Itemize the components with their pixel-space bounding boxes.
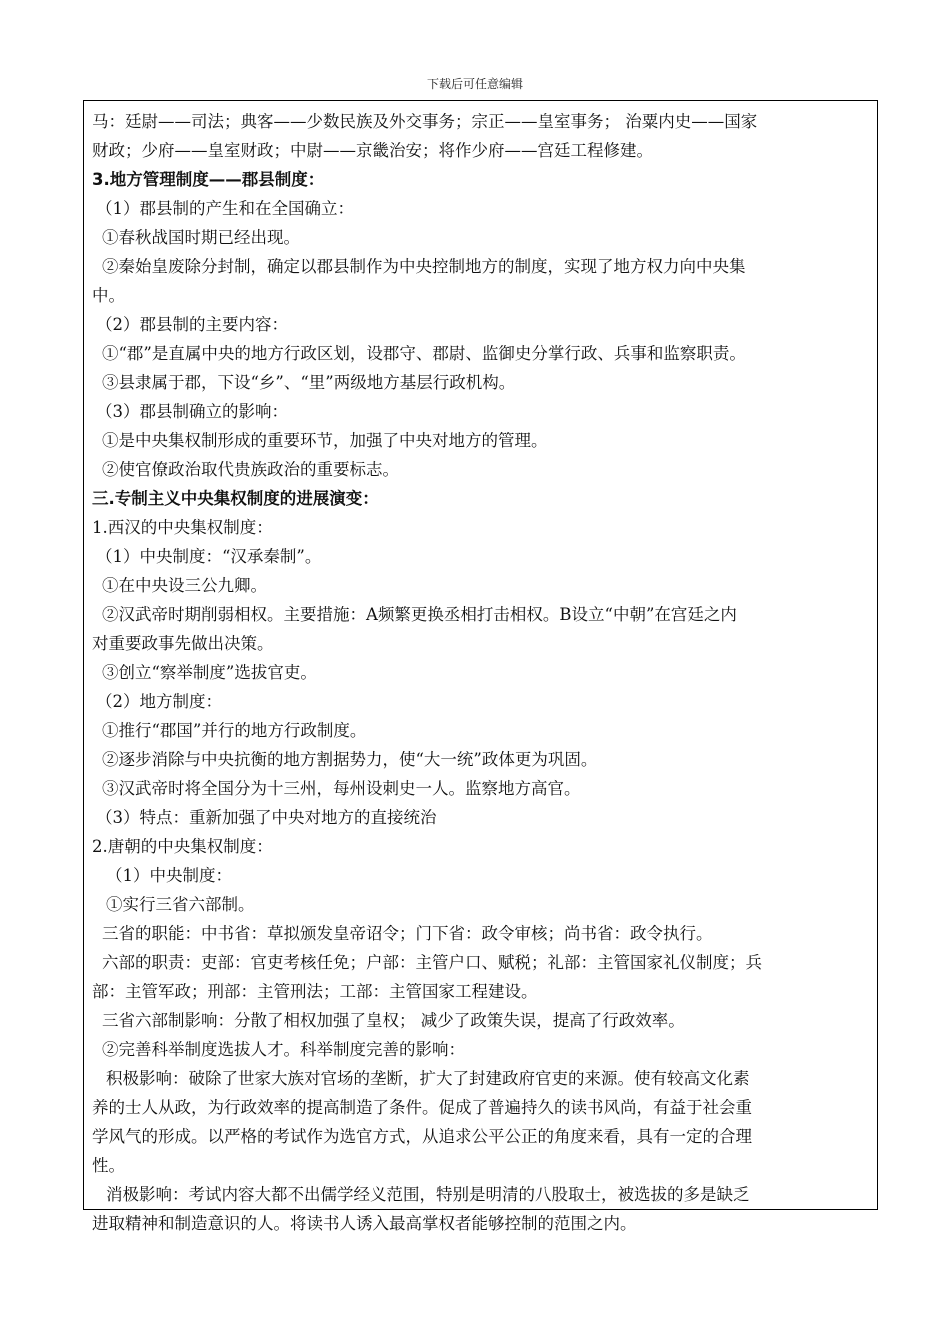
text-line: ①是中央集权制形成的重要环节，加强了中央对地方的管理。 xyxy=(102,431,548,450)
text-line: 消极影响：考试内容大都不出儒学经义范围，特别是明清的八股取士，被选拔的多是缺乏 xyxy=(106,1185,750,1204)
text-line: 马：廷尉——司法；典客——少数民族及外交事务；宗正——皇室事务； 治粟内史——国家 xyxy=(92,112,758,131)
content-table-cell xyxy=(83,100,878,1233)
section-heading: 三.专制主义中央集权制度的进展演变： xyxy=(92,489,379,508)
page-header: 下载后可任意编辑 xyxy=(426,77,523,91)
text-line: ②完善科举制度选拔人才。科举制度完善的影响： xyxy=(102,1040,465,1059)
text-line: ①春秋战国时期已经出现。 xyxy=(102,228,300,247)
text-line: （3）郡县制确立的影响： xyxy=(96,402,288,421)
text-line: （3）特点：重新加强了中央对地方的直接统治 xyxy=(96,808,437,827)
text-line: 六部的职责：吏部：官吏考核任免；户部：主管户口、赋税；礼部：主管国家礼仪制度；兵 xyxy=(102,953,762,972)
text-line: （2）地方制度： xyxy=(96,692,222,711)
text-line: 性。 xyxy=(92,1156,125,1175)
text-line: 三省六部制影响：分散了相权加强了皇权； 减少了政策失误，提高了行政效率。 xyxy=(102,1011,685,1030)
text-line: 养的士人从政，为行政效率的提高制造了条件。促成了普遍持久的读书风尚，有益于社会重 xyxy=(92,1098,752,1117)
text-line: ②使官僚政治取代贵族政治的重要标志。 xyxy=(102,460,399,479)
section-heading: 3.地方管理制度——郡县制度： xyxy=(92,170,325,189)
text-line: 财政；少府——皇室财政；中尉——京畿治安；将作少府——宫廷工程修建。 xyxy=(92,141,653,160)
text-line: 中。 xyxy=(92,286,125,305)
text-line: 三省的职能：中书省：草拟颁发皇帝诏令；门下省：政令审核；尚书省：政令执行。 xyxy=(102,924,713,943)
text-line: ②逐步消除与中央抗衡的地方割据势力，使“大一统”政体更为巩固。 xyxy=(102,750,598,769)
text-line: （1）中央制度： xyxy=(106,866,232,885)
text-line: 学风气的形成。以严格的考试作为选官方式，从追求公平公正的角度来看，具有一定的合理 xyxy=(92,1127,752,1146)
text-line: ①推行“郡国”并行的地方行政制度。 xyxy=(102,721,367,740)
text-line: ①“郡”是直属中央的地方行政区划，设郡守、郡尉、监御史分掌行政、兵事和监察职责。 xyxy=(102,344,746,363)
text-line: 对重要政事先做出决策。 xyxy=(92,634,274,653)
text-line: 积极影响：破除了世家大族对官场的垄断，扩大了封建政府官吏的来源。使有较高文化素 xyxy=(106,1069,750,1088)
text-line: ③创立“察举制度”选拔官吏。 xyxy=(102,663,317,682)
text-line: ③县隶属于郡，下设“乡”、“里”两级地方基层行政机构。 xyxy=(102,373,516,392)
text-line: （2）郡县制的主要内容： xyxy=(96,315,288,334)
text-line: ①实行三省六部制。 xyxy=(106,895,255,914)
text-line: （1）中央制度：“汉承秦制”。 xyxy=(96,547,322,566)
text-line: ①在中央设三公九卿。 xyxy=(102,576,267,595)
text-line: ②汉武帝时期削弱相权。主要措施：A频繁更换丞相打击相权。B设立“中朝”在宫廷之内 xyxy=(102,605,737,624)
text-line: ②秦始皇废除分封制，确定以郡县制作为中央控制地方的制度，实现了地方权力向中央集 xyxy=(102,257,746,276)
text-line: 1.西汉的中央集权制度： xyxy=(92,518,273,537)
text-line: （1）郡县制的产生和在全国确立： xyxy=(96,199,354,218)
text-line: 2.唐朝的中央集权制度： xyxy=(92,837,273,856)
text-line: 进取精神和制造意识的人。将读书人诱入最高掌权者能够控制的范围之内。 xyxy=(92,1214,637,1233)
text-line: ③汉武帝时将全国分为十三州，每州设刺史一人。监察地方高官。 xyxy=(102,779,581,798)
text-line: 部：主管军政；刑部：主管刑法；工部：主管国家工程建设。 xyxy=(92,982,538,1001)
